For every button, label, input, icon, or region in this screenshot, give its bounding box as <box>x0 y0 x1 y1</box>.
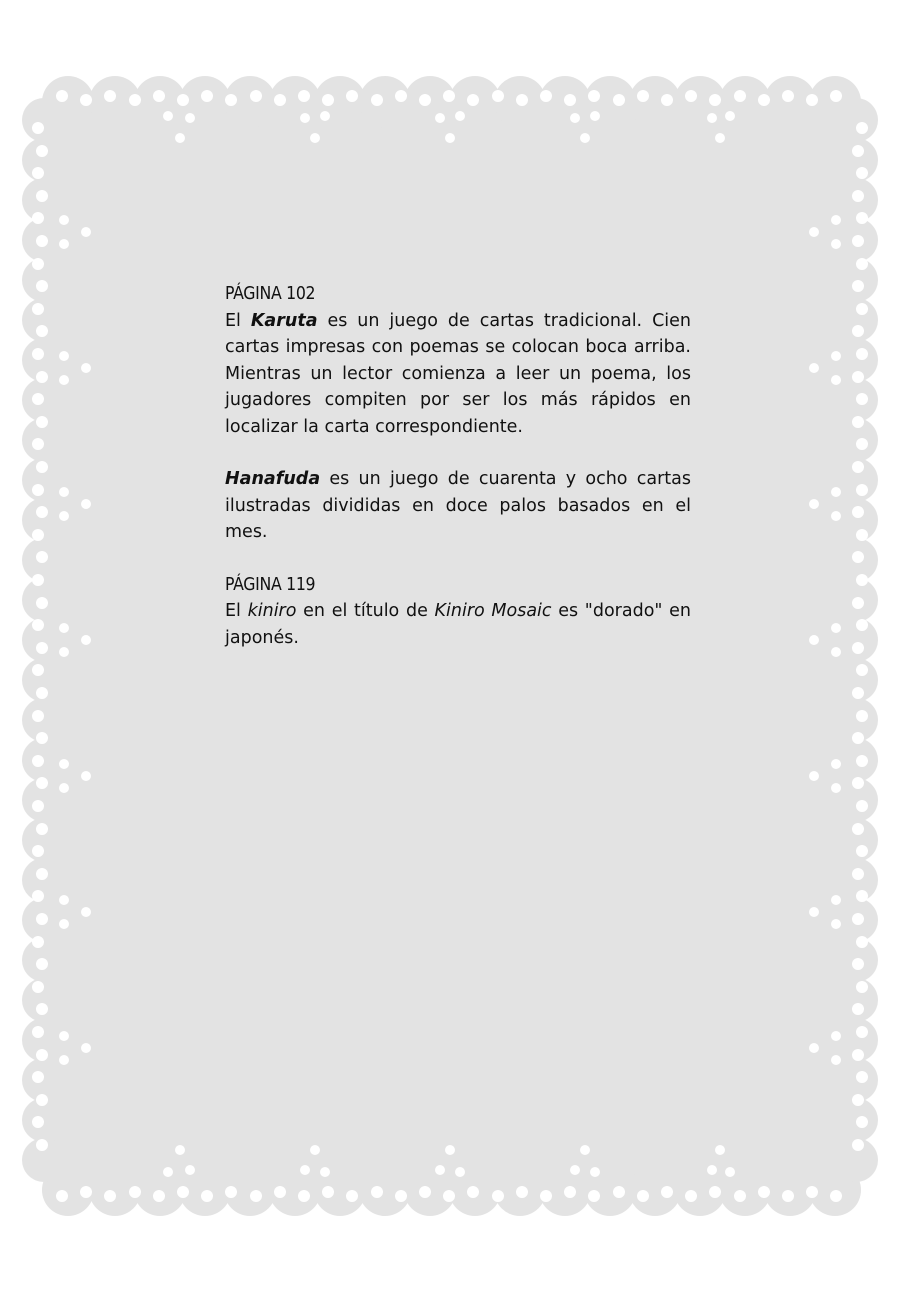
note-text: es un juego de cartas tradicional. Cien cartas impresas con poemas se colocan boca arriba. Mientras un lector comienza a leer un poema, los jugadores compiten por ser los más rápidos en localizar la carta correspondiente. <box>225 310 692 437</box>
term-hanafuda: Hanafuda <box>225 469 321 489</box>
translation-notes <box>225 281 691 651</box>
note-section-page-102 <box>225 281 691 546</box>
note-heading: PÁGINA 102 <box>225 284 316 304</box>
note-text: El <box>225 601 248 621</box>
note-text: es un juego de cuarenta y ocho cartas ilustradas divididas en doce palos basados en el mes. <box>225 469 691 542</box>
note-paragraph-kiniro <box>225 598 691 651</box>
note-heading: PÁGINA 119 <box>225 574 316 595</box>
title-kiniro-mosaic: Kiniro Mosaic <box>434 601 552 621</box>
note-paragraph-hanafuda <box>225 466 691 546</box>
note-section-page-119 <box>225 572 691 652</box>
note-text: es "dorado" en japonés. <box>225 601 692 648</box>
note-text: en el título de <box>296 601 435 621</box>
note-text: El <box>225 310 251 331</box>
term-kiniro: kiniro <box>247 601 297 621</box>
note-paragraph-karuta <box>225 308 691 441</box>
term-karuta: Karuta <box>250 310 318 331</box>
